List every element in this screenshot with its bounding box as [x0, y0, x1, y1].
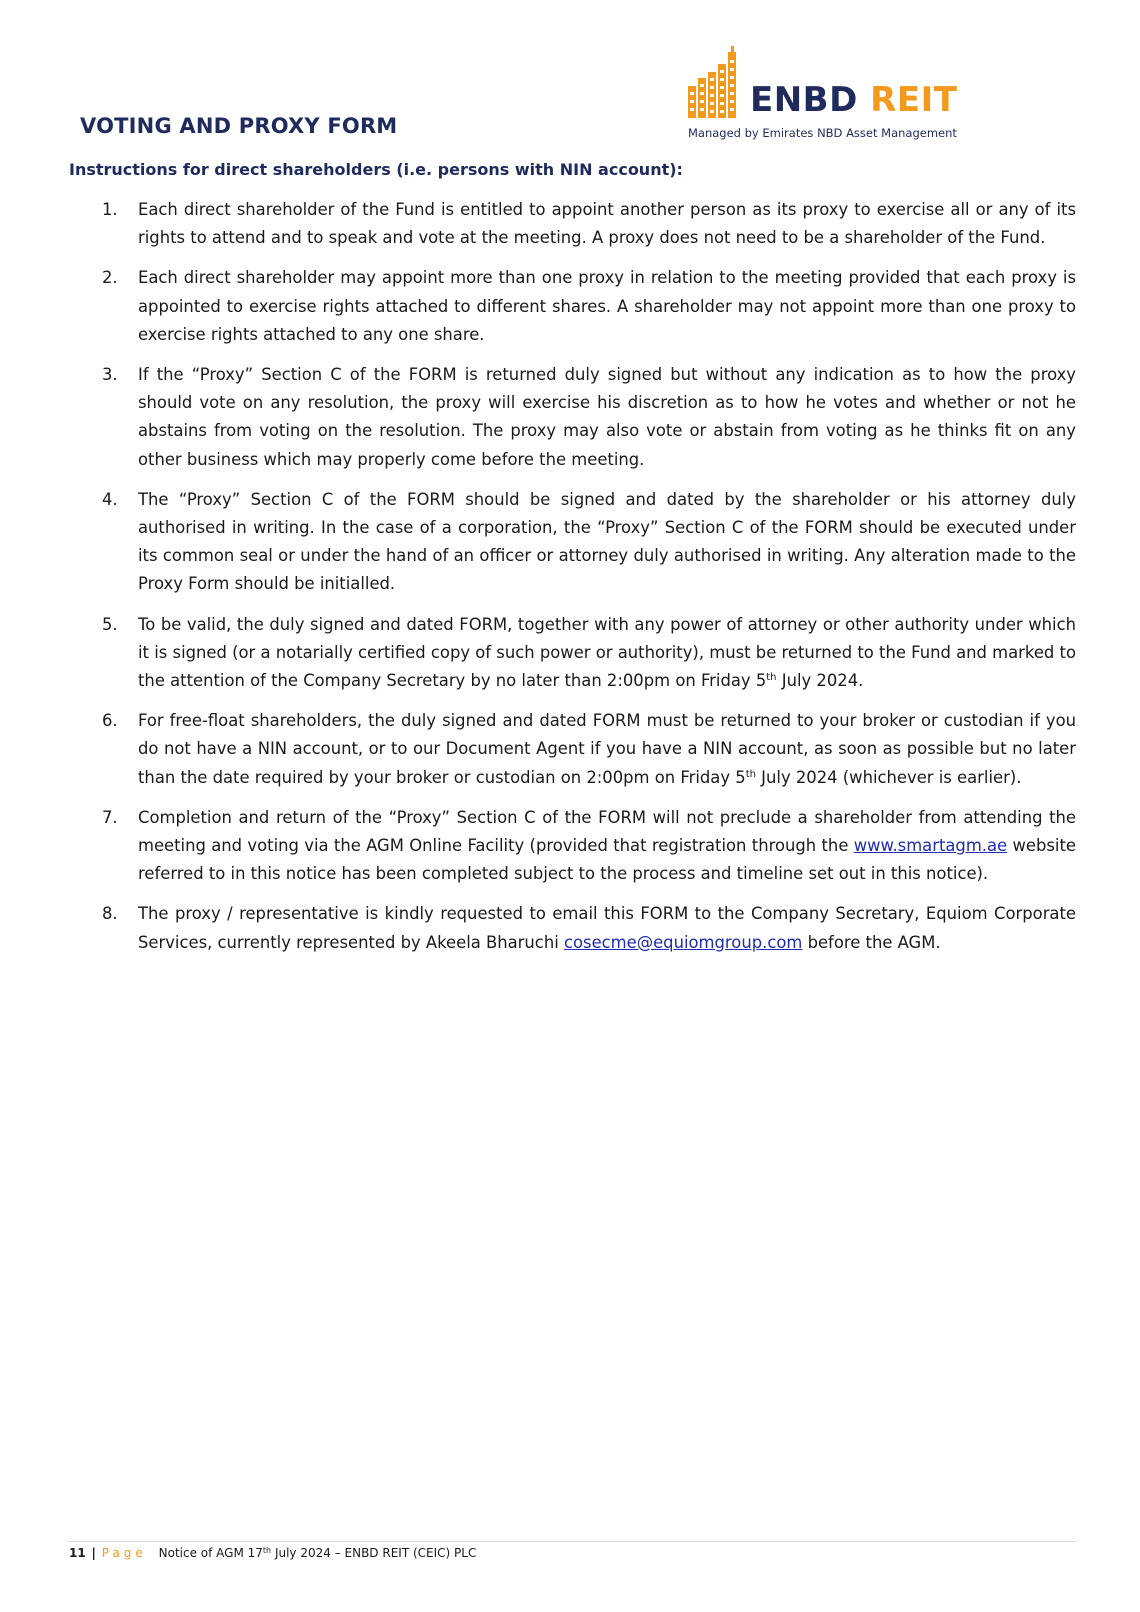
item-number: 3. [102, 365, 118, 385]
item-text: The proxy / representative is kindly requested to email this FORM to the Company Secretary, Equiom Corporate Services, currently represented by Akeela Bharuchi [138, 904, 1076, 952]
instruction-item-3 [100, 361, 1076, 474]
item-number: 1. [102, 200, 118, 219]
page-number: 11 [69, 1546, 86, 1560]
ordinal-superscript: th [766, 672, 777, 684]
enbd-reit-logo [688, 46, 958, 142]
logo-tagline: Managed by Emirates NBD Asset Management [688, 126, 957, 140]
instructions-heading: Instructions for direct shareholders (i.e. persons with NIN account): [69, 160, 683, 179]
page-word: Page [101, 1546, 147, 1560]
item-text: The “Proxy” Section C of the FORM should be signed and dated by the shareholder or his attorney duly authorised in writing. In the case of a corporation, the “Proxy” Section C of the FORM should be executed under its common seal or under the hand of an officer or attorney duly authorised in writing. Any alteration made to the Proxy Form should be initialled. [138, 489, 1076, 594]
item-number: 6. [102, 711, 118, 731]
ordinal-superscript: th [745, 768, 756, 780]
instruction-item-2 [100, 264, 1076, 349]
instruction-item-1 [100, 196, 1076, 252]
footer-separator: | [91, 1546, 96, 1560]
item-text: Completion and return of the “Proxy” Section C of the FORM will not preclude a shareholder from attending the meeting and voting via the AGM Online Facility (provided that registration through the [138, 807, 1076, 856]
item-number: 8. [102, 904, 118, 924]
instruction-item-8 [100, 900, 1076, 956]
item-number: 7. [102, 807, 118, 827]
item-number: 4. [102, 489, 118, 509]
item-number: 2. [102, 268, 118, 288]
footer-ordinal-superscript: th [262, 1546, 272, 1555]
item-text: If the “Proxy” Section C of the FORM is returned duly signed but without any indication as to how the proxy should vote on any resolution, the proxy will exercise his discretion as to how he votes and whether or not he abstains from voting on the resolution. The proxy may also vote or abstain from voting as he thinks fit on any other business which may properly come before the meeting. [138, 365, 1076, 469]
footer-notice-text-continued: July 2024 – ENBD REIT (CEIC) PLC [271, 1546, 477, 1560]
company-secretary-email-link[interactable]: cosecme@equiomgroup.com [563, 932, 803, 952]
instruction-item-5 [100, 611, 1076, 696]
item-number: 5. [102, 614, 118, 634]
logo-wordmark [750, 80, 957, 120]
instruction-item-4 [100, 486, 1076, 599]
smartagm-website-link[interactable]: www.smartagm.ae [853, 836, 1008, 856]
item-text-continued: website referred to in this notice has been completed subject to the process and timeline set out in this notice). [138, 836, 1076, 884]
instruction-item-6 [100, 707, 1076, 792]
item-text-continued: July 2024 (whichever is earlier). [755, 767, 1022, 787]
item-text: For free-float shareholders, the duly signed and dated FORM must be returned to your broker or custodian if you do not have a NIN account, or to our Document Agent if you have a NIN account, as soon as possible but no later than the date required by your broker or custodian on 2:00pm on Friday 5 [138, 711, 1076, 787]
building-logo-icon [688, 46, 748, 118]
item-text-continued: July 2024. [776, 671, 864, 691]
instructions-list [100, 196, 1076, 969]
page-title: VOTING AND PROXY FORM [80, 114, 398, 138]
footer-divider [68, 1541, 1076, 1542]
item-text: Each direct shareholder of the Fund is entitled to appoint another person as its proxy to exercise all or any of its rights to attend and to speak and vote at the meeting. A proxy does not need to be a shareholder of the Fund. [138, 200, 1076, 248]
page-footer [69, 1546, 476, 1560]
logo-word-reit: REIT [870, 80, 958, 120]
item-text-continued: before the AGM. [802, 932, 941, 952]
item-text: Each direct shareholder may appoint more than one proxy in relation to the meeting provided that each proxy is appointed to exercise rights attached to different shares. A shareholder may not appoint more than one proxy to exercise rights attached to any one share. [138, 268, 1076, 344]
logo-word-enbd: ENBD [750, 80, 858, 120]
instruction-item-7 [100, 804, 1076, 889]
item-text: To be valid, the duly signed and dated FORM, together with any power of attorney or other authority under which it is signed (or a notarially certified copy of such power or authority), must be returned to the Fund and marked to the attention of the Company Secretary by no later than 2:00pm on Friday 5 [138, 614, 1076, 691]
footer-notice-text: Notice of AGM 17 [158, 1546, 263, 1560]
